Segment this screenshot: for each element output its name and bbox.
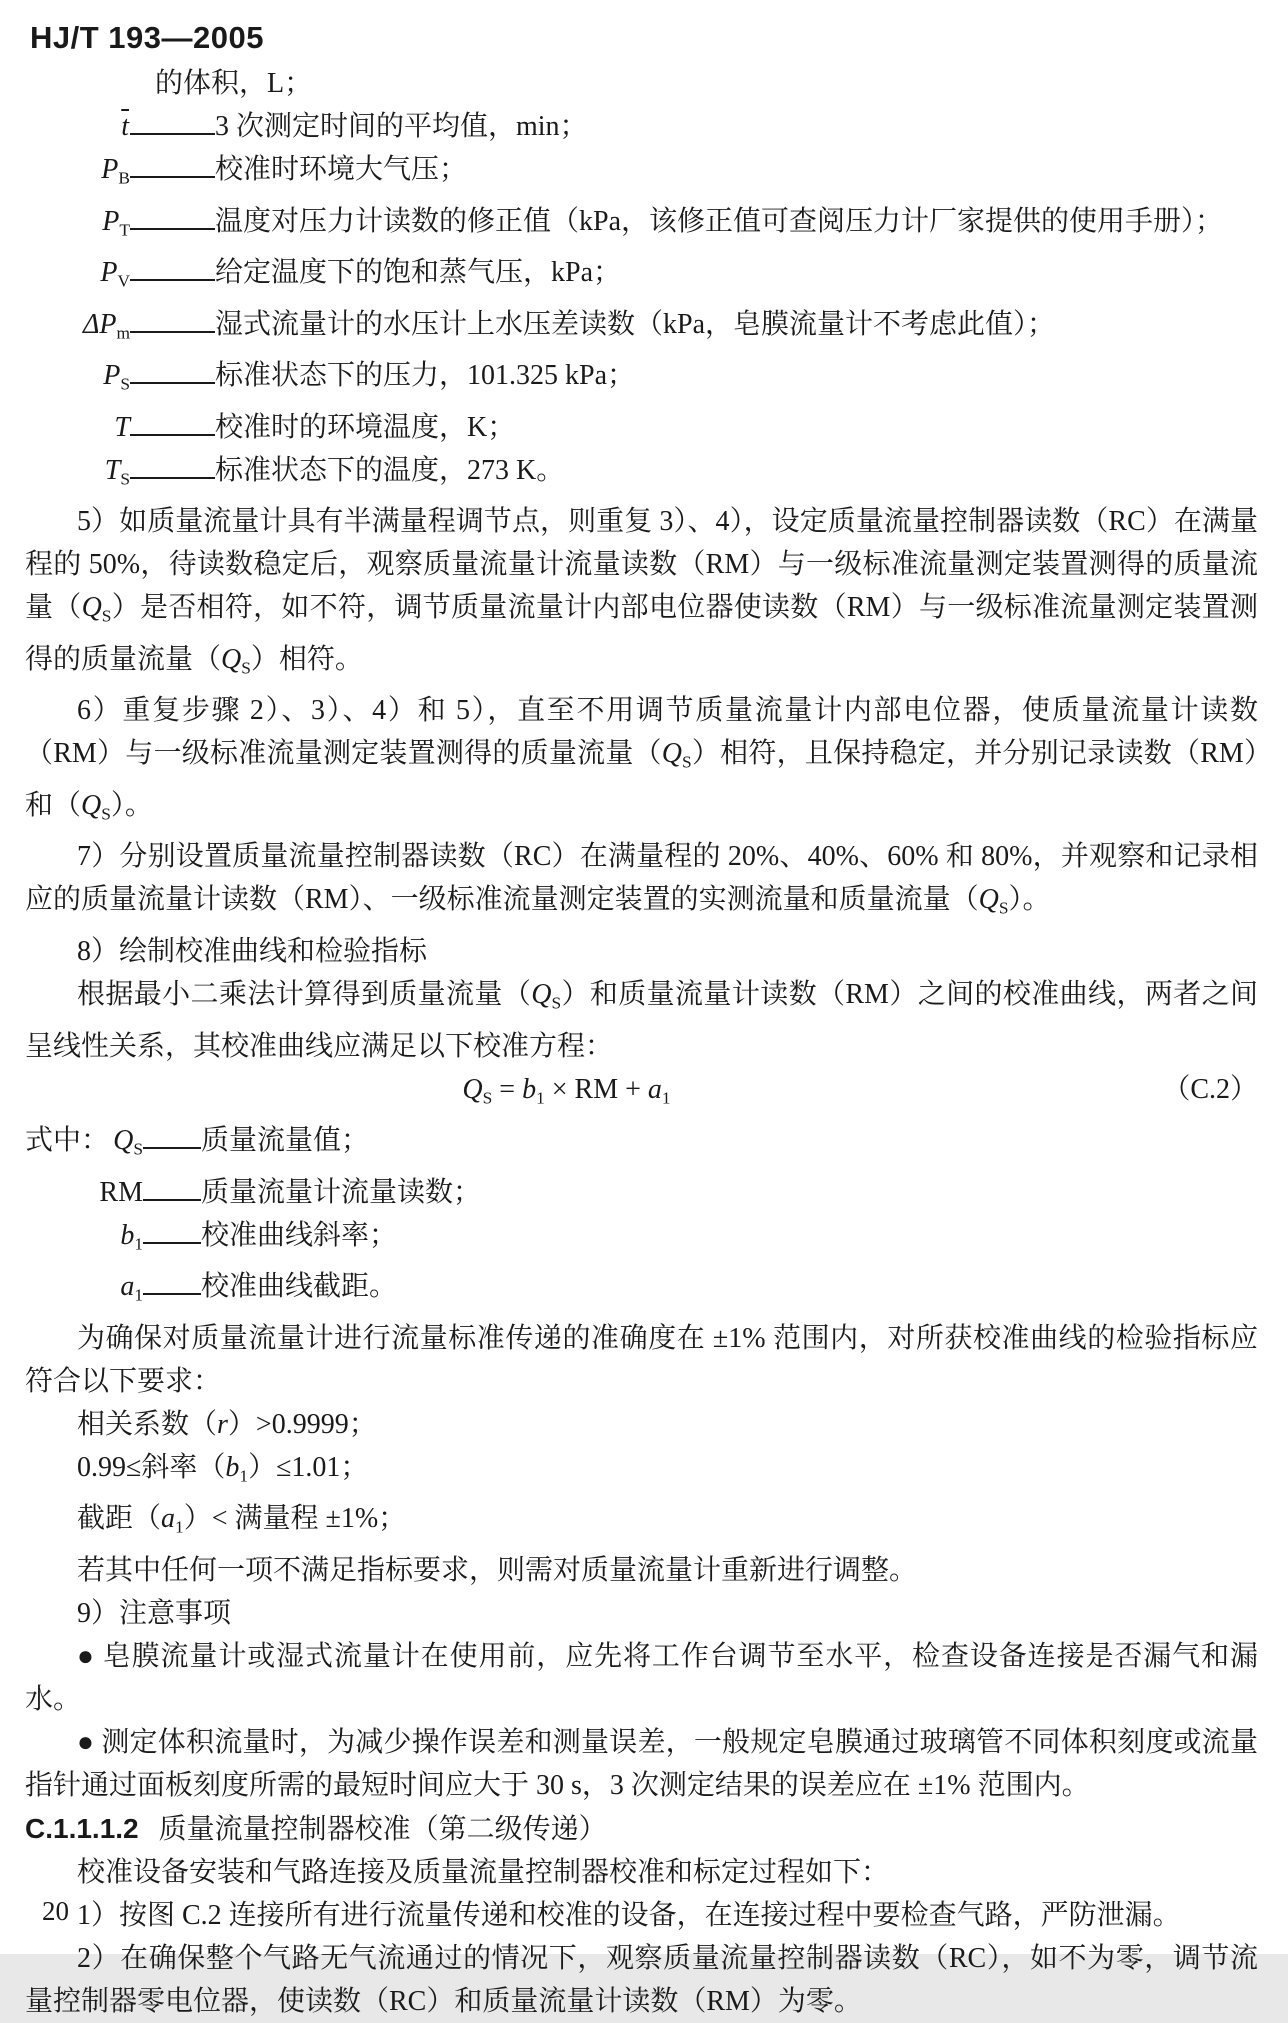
where-row [25,1119,1258,1171]
symbol-def-row [25,354,1258,406]
where-description: 质量流量值； [201,1125,370,1157]
symbol-description: 给定温度下的饱和蒸气压，kPa； [215,257,622,289]
dash-line [143,1242,201,1244]
symbol-def-row [25,449,1258,501]
symbol-term: PB [101,154,130,188]
symbol-term: PV [100,257,130,291]
paragraph-accuracy: 为确保对质量流量计进行流量标准传递的准确度在 ±1% 范围内，对所获校准曲线的检验指标应符合以下要求： [25,1322,1258,1397]
clause-heading [25,1807,1258,1851]
symbol-term: T [114,411,130,443]
where-term: QS [113,1125,144,1159]
requirement-intercept: 截距（a1）< 满量程 ±1%； [77,1503,407,1537]
where-row [25,1171,1258,1214]
equation-expression: QS = b1 × RM + a1 [462,1073,671,1108]
paragraph-calibration-intro: 校准设备安装和气路连接及质量流量控制器校准和标定过程如下： [77,1856,890,1888]
page-number: 20 [42,1896,69,1926]
dash-line [130,331,215,333]
symbol-description: 标准状态下的温度，273 K。 [215,454,565,486]
symbol-term: PT [102,205,130,240]
symbol-term: PS [103,360,130,394]
symbol-def-row [25,200,1258,252]
dash-line [143,1199,201,1201]
symbol-def-row [25,303,1258,355]
note-bullet-1: ● 皂膜流量计或湿式流量计在使用前，应先将工作台调节至水平，检查设备连接是否漏气和漏水。 [25,1640,1258,1715]
where-row [25,1265,1258,1317]
paragraph-step-6: 6）重复步骤 2）、3）、4）和 5），直至不用调节质量流量计内部电位器，使质量流量计读数（RM）与一级标准流量测定装置测得的质量流量（QS）相符，且保持稳定，并分别记录读数（RM）和（QS）。 [25,695,1259,824]
dash-line [130,228,215,230]
paragraph-calibration-step-2: 2）在确保整个气路无气流通过的情况下，观察质量流量控制器读数（RC），如不为零，调节流量控制器零电位器，使读数（RC）和质量流量计读数（RM）为零。 [25,1942,1258,2017]
equation-c2 [25,1068,1258,1120]
symbol-description: 温度对压力计读数的修正值（kPa，该修正值可查阅压力计厂家提供的使用手册）； [215,205,1224,237]
paragraph-step-8-heading: 8）绘制校准曲线和检验指标 [77,936,428,968]
symbol-def-row [25,148,1258,200]
dash-line [130,176,215,178]
where-label: 式中： [25,1125,110,1157]
symbol-term: $\overline{t}$ [121,111,129,142]
equation-number: （C.2） [1162,1073,1258,1105]
dash-line [130,434,215,436]
dash-line [143,1293,201,1295]
dash-line [130,279,215,281]
paragraph-calibration-step-1: 1）按图 C.2 连接所有进行流量传递和校准的设备，在连接过程中要检查气路，严防泄漏。 [77,1899,1181,1931]
where-description: 校准曲线截距。 [201,1271,398,1303]
paragraph-step-9-heading: 9）注意事项 [77,1597,232,1629]
dash-line [130,477,215,479]
requirement-correlation: 相关系数（r）>0.9999； [77,1408,377,1440]
paragraph-step-5: 5）如质量流量计具有半满量程调节点，则重复 3）、4），设定质量流量控制器读数（RC）在满量程的 50%，待读数稳定后，观察质量流量计流量读数（RM）与一级标准流量测定装置测得的质量流量（QS）是否相符，如不符，调节质量流量计内部电位器使读数（RM）与一级标准流量测定装置测得的质量流量（QS）相符。 [25,506,1258,678]
where-description: 质量流量计流量读数； [201,1176,482,1208]
symbol-description: 3 次测定时间的平均值，min； [215,111,588,142]
where-term: RM [99,1176,143,1208]
standard-number: HJ/T 193—2005 [30,20,264,55]
where-term: a1 [120,1271,143,1305]
symbol-term: TS [104,454,130,489]
symbol-description: 标准状态下的压力，101.325 kPa； [215,360,636,392]
page-body [25,62,1258,2023]
symbol-def-row [25,406,1258,449]
symbol-description: 校准时环境大气压； [215,154,468,185]
note-bullet-2: ● 测定体积流量时，为减少操作误差和测量误差，一般规定皂膜通过玻璃管不同体积刻度或流量指针通过面板刻度所需的最短时间应大于 30 s，3 次测定结果的误差应在 ±1% 范围内。 [25,1726,1258,1801]
clause-number: C.1.1.1.2 [25,1812,139,1844]
requirement-fail-note: 若其中任何一项不满足指标要求，则需对质量流量计重新进行调整。 [77,1554,918,1586]
symbol-description: 校准时的环境温度，K； [215,411,516,443]
where-term: b1 [120,1219,143,1254]
clause-title: 质量流量控制器校准（第二级传递） [158,1813,607,1845]
symbol-term: ΔPm [82,308,130,343]
dash-line [130,382,215,384]
paragraph-step-7: 7）分别设置质量流量控制器读数（RC）在满量程的 20%、40%、60% 和 80%，并观察和记录相应的质量流量计读数（RM）、一级标准流量测定装置的实测流量和质量流量（QS）。 [25,841,1258,919]
paragraph-step-8-body: 根据最小二乘法计算得到质量流量（QS）和质量流量计读数（RM）之间的校准曲线，两者之间呈线性关系，其校准曲线应满足以下校准方程： [25,979,1258,1062]
continuation-line: 的体积，L； [155,68,313,99]
symbol-def-row [25,251,1258,303]
symbol-def-row [25,105,1258,148]
symbol-description: 湿式流量计的水压计上水压差读数（kPa，皂膜流量计不考虑此值）； [215,308,1056,340]
where-description: 校准曲线斜率； [201,1219,398,1251]
dash-line [130,133,215,135]
dash-line [143,1147,201,1149]
where-row [25,1214,1258,1266]
requirement-slope: 0.99≤斜率（b1）≤1.01； [77,1451,369,1486]
